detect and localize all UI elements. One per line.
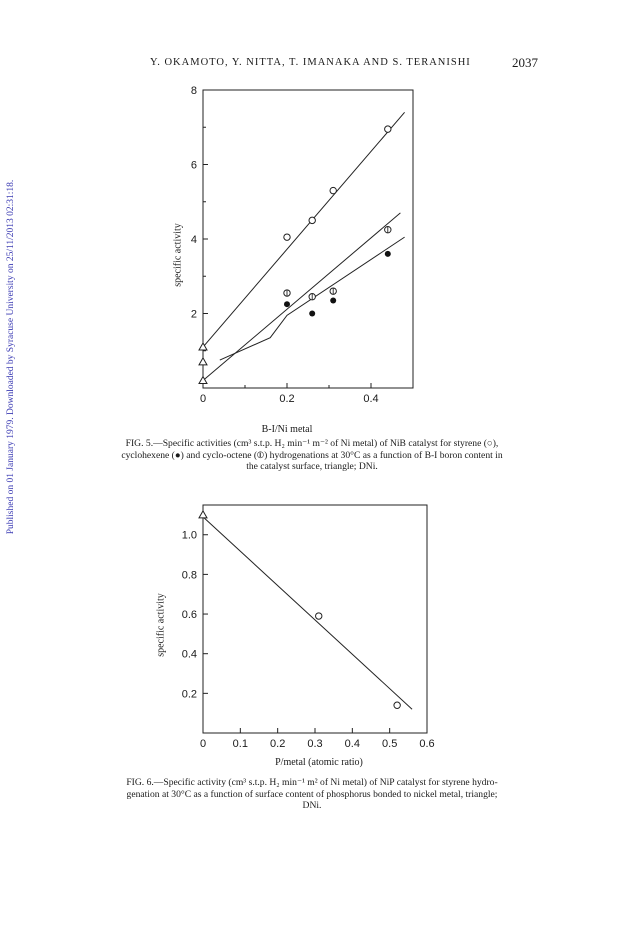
fig5-x-axis-label: B-I/Ni metal <box>261 424 313 435</box>
fig5-dni-triangle <box>199 377 207 384</box>
fig6-y-tick-label: 0.8 <box>181 569 197 582</box>
fig6-y-tick-label: 0.2 <box>181 688 197 701</box>
fig6-x-tick-label: 0.1 <box>232 738 248 750</box>
fig5-dni-triangle <box>199 358 207 365</box>
fig5-point-open <box>330 187 336 193</box>
fig6-x-tick-label: 0.2 <box>270 738 286 750</box>
fig6-point-open <box>316 613 322 619</box>
fig5-y-tick-label: 2 <box>190 308 197 321</box>
fig5-point-open <box>385 226 391 232</box>
fig5-caption-line: FIG. 5.—Specific activities (cm³ s.t.p. H₂ min⁻¹ m⁻² of Ni metal) of NiB catalyst for styrene (○), <box>125 438 499 449</box>
fig5-point-open <box>309 217 315 223</box>
fig5-y-tick-label: 8 <box>190 85 197 97</box>
page-number: 2037 <box>512 55 538 70</box>
fig6-fit-line <box>203 517 412 709</box>
download-notice-text: Published on 01 January 1979. Downloaded by Syracuse University on 25/11/2013 02:31:18. <box>6 179 16 535</box>
running-header: Y. OKAMOTO, Y. NITTA, T. IMANAKA AND S. TERANISHI <box>150 57 471 68</box>
fig5-y-tick-label: 6 <box>190 159 197 172</box>
fig5-fit-line <box>220 237 405 360</box>
fig6-x-tick-label: 0.6 <box>419 738 435 750</box>
fig5-fit-line <box>203 112 405 347</box>
fig5-x-tick-label: 0 <box>199 393 207 405</box>
fig6-x-axis-label: P/metal (atomic ratio) <box>275 757 363 768</box>
fig5-x-tick-label: 0.4 <box>363 393 379 405</box>
fig6-x-tick-label: 0 <box>199 738 207 750</box>
fig5-point-open <box>284 290 290 296</box>
fig5-y-tick-label: 4 <box>190 234 197 246</box>
fig5-point-filled <box>330 297 336 303</box>
fig6-x-tick-label: 0.5 <box>382 738 398 750</box>
fig6-y-tick-label: 0.6 <box>181 609 197 622</box>
fig6-y-tick-label: 1.0 <box>181 529 197 542</box>
fig6-y-tick-label: 0.4 <box>181 648 197 661</box>
fig5-point-filled <box>309 311 315 317</box>
fig5-caption-line: the catalyst surface, triangle; DNi. <box>246 461 378 472</box>
fig5-point-open <box>284 234 290 240</box>
fig6-caption-line: genation at 30°C as a function of surface content of phosphorus bonded to nickel metal, triangle; <box>126 788 498 800</box>
figure-6-caption <box>64 777 560 812</box>
fig5-dni-triangle <box>199 343 207 350</box>
fig5-point-filled <box>284 301 290 307</box>
fig6-x-tick-label: 0.4 <box>344 738 360 750</box>
fig5-point-open <box>309 294 315 300</box>
fig5-point-filled <box>385 251 391 257</box>
fig5-y-axis-label: specific activity <box>172 223 184 287</box>
figure-5-caption <box>66 438 558 473</box>
fig5-fit-line <box>203 213 400 381</box>
fig6-frame <box>203 505 427 733</box>
fig6-point-open <box>394 702 400 708</box>
fig6-caption-line: FIG. 6.—Specific activity (cm³ s.t.p. H₂ min⁻¹ m² of Ni metal) of NiP catalyst for styrene hydro- <box>126 777 498 788</box>
fig5-x-tick-label: 0.2 <box>279 393 295 405</box>
fig6-y-axis-label: specific activity <box>155 593 167 657</box>
fig5-point-open <box>385 126 391 132</box>
fig6-dni-triangle <box>199 511 207 518</box>
download-notice <box>2 135 20 580</box>
fig5-caption-line: cyclohexene (●) and cyclo-octene (⦶) hydrogenations at 30°C as a function of B-I boron content in <box>121 449 503 461</box>
fig5-point-open <box>330 288 336 294</box>
fig6-caption-line: DNi. <box>302 800 322 811</box>
fig6-x-tick-label: 0.3 <box>307 738 323 750</box>
fig5-frame <box>203 90 413 388</box>
